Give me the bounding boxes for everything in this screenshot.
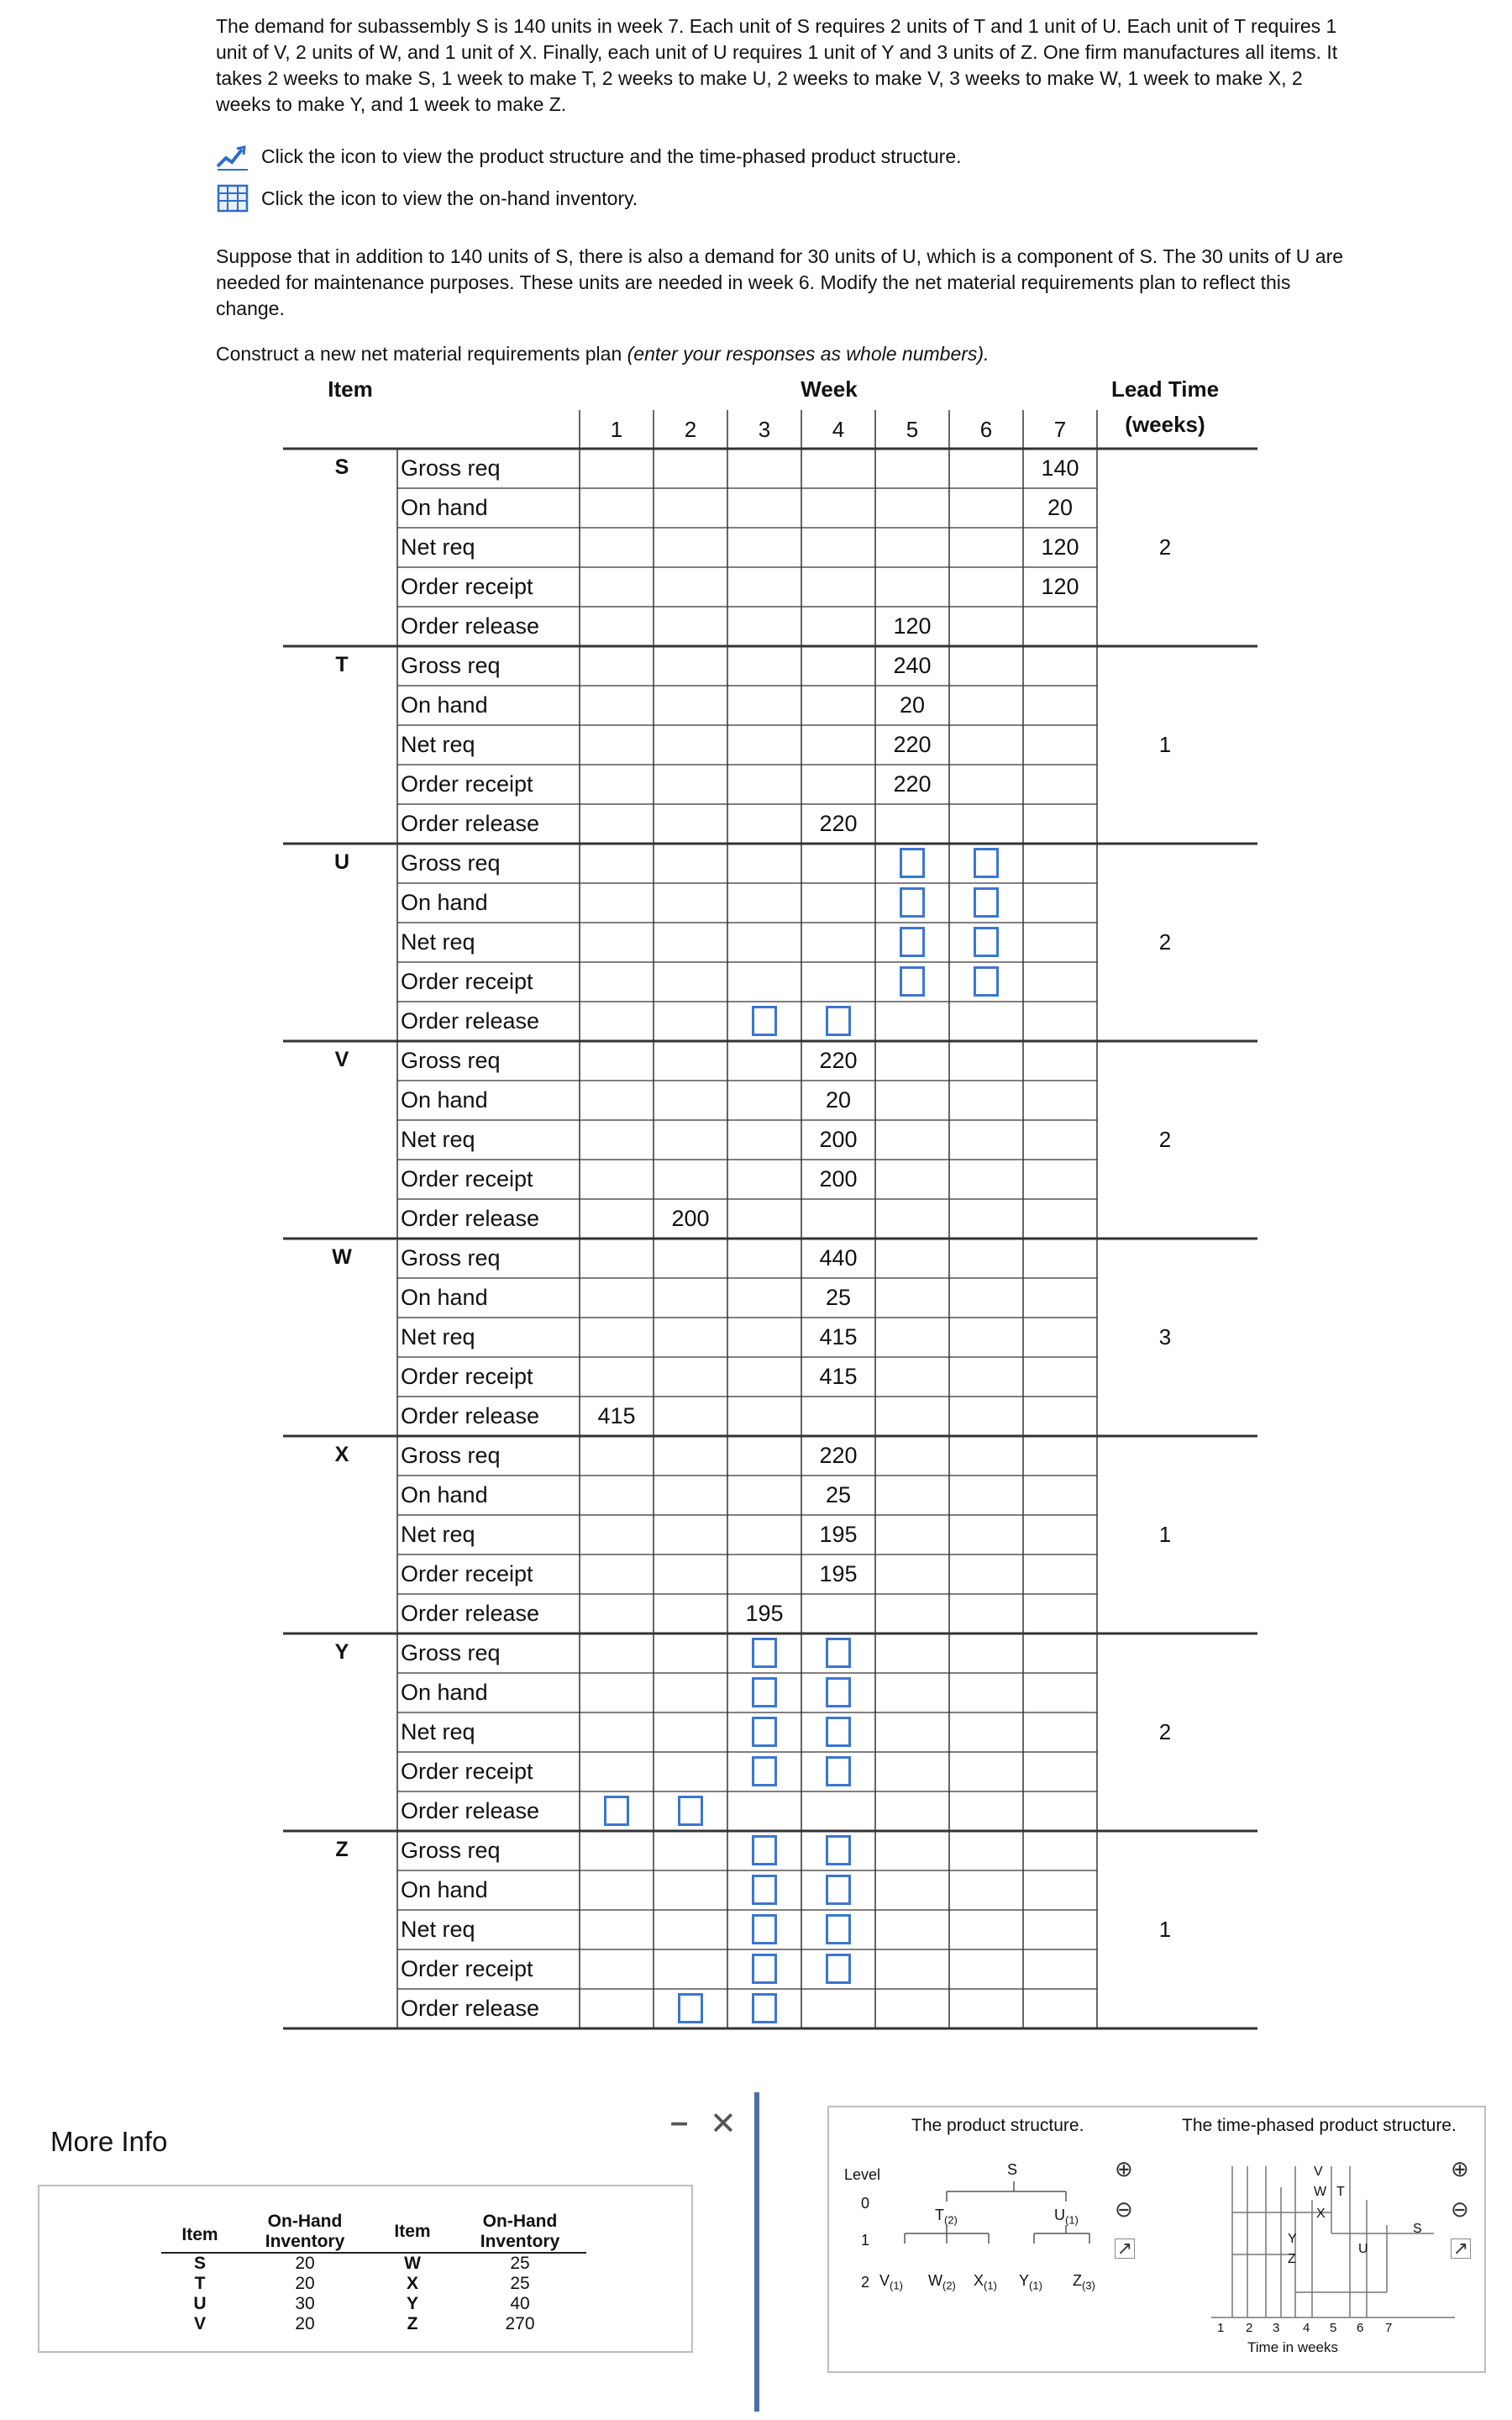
input-z-release-week-3[interactable] xyxy=(752,1993,777,2023)
inv-onhand-r1: On-Hand xyxy=(482,2212,558,2231)
row-onhand-label: On hand xyxy=(401,1482,488,1507)
row-receipt-label: Order receipt xyxy=(401,1166,533,1192)
level-0: 0 xyxy=(861,2195,870,2212)
inv-onhand-l1: On-Hand xyxy=(267,2212,343,2231)
week-4-header: 4 xyxy=(832,417,845,442)
input-u-net-week-6[interactable] xyxy=(974,927,999,957)
row-gross-label: Gross req xyxy=(401,1640,501,1665)
zoom-out-icon-right[interactable]: ⊖ xyxy=(1451,2196,1469,2222)
tp-node-w: W xyxy=(1314,2185,1327,2199)
tp-node-t: T xyxy=(1336,2185,1345,2199)
modification-text: Suppose that in addition to 140 units of S, there is also a demand for 30 units of U, which is a component of S. The 30 units of U are needed for maintenance purposes. These units are needed in week 6. Modify the net material requirements plan to reflect this change. xyxy=(216,245,1344,319)
close-icon[interactable]: ✕ xyxy=(710,2107,737,2142)
row-receipt-label: Order receipt xyxy=(401,1364,533,1389)
inv-val-right: 25 xyxy=(510,2254,530,2273)
item-x-lead-time: 1 xyxy=(1158,1522,1172,1547)
row-onhand-label: On hand xyxy=(401,495,488,520)
leaf-qty: (1) xyxy=(890,2279,903,2292)
inv-val-left: 20 xyxy=(295,2274,315,2293)
inventory-row xyxy=(161,2314,586,2334)
item-w-label: W xyxy=(332,1245,352,1269)
week-5-header: 5 xyxy=(906,417,919,442)
row-gross-label: Gross req xyxy=(401,1048,501,1073)
row-receipt-label: Order receipt xyxy=(401,771,533,797)
item-w-lead-time: 3 xyxy=(1158,1324,1172,1349)
cell-x-release-week-3: 195 xyxy=(745,1601,784,1626)
inv-val-left: 20 xyxy=(295,2314,315,2333)
level-label: Level xyxy=(844,2166,881,2183)
row-release-label: Order release xyxy=(401,1798,540,1823)
level-1: 1 xyxy=(861,2232,870,2249)
product-structure-link-text[interactable]: Click the icon to view the product structure and the time-phased product structure. xyxy=(261,145,962,167)
input-y-onhand-week-3[interactable] xyxy=(752,1677,777,1707)
zoom-in-icon-right[interactable]: ⊕ xyxy=(1451,2156,1469,2181)
tp-tick-4: 4 xyxy=(1303,2321,1310,2335)
leaf-qty: (1) xyxy=(1029,2279,1042,2292)
week-7-header: 7 xyxy=(1053,417,1067,442)
item-t-label: T xyxy=(335,653,349,676)
input-z-onhand-week-3[interactable] xyxy=(752,1875,777,1905)
instruction-italic: (enter your responses as whole numbers). xyxy=(627,343,990,365)
row-release-label: Order release xyxy=(401,1008,540,1034)
mrp-table xyxy=(283,376,1257,2082)
inv-val-right: 40 xyxy=(510,2294,530,2313)
tp-node-v: V xyxy=(1314,2165,1323,2179)
input-z-release-week-2[interactable] xyxy=(678,1993,703,2023)
cell-t-net-week-5: 220 xyxy=(893,732,932,757)
row-receipt-label: Order receipt xyxy=(401,574,533,599)
input-u-onhand-week-5[interactable] xyxy=(900,887,925,918)
leaf-x xyxy=(974,2272,997,2292)
row-release-label: Order release xyxy=(401,613,540,639)
inventory-link[interactable] xyxy=(216,183,638,213)
structure-panel xyxy=(827,2106,1486,2373)
input-u-receipt-week-5[interactable] xyxy=(900,966,925,997)
row-onhand-label: On hand xyxy=(401,890,488,915)
tp-tick-6: 6 xyxy=(1357,2321,1364,2335)
leaf-name: X xyxy=(974,2272,984,2289)
cell-w-net-week-4: 415 xyxy=(819,1324,858,1349)
inventory-row xyxy=(161,2294,586,2314)
item-s-lead-time: 2 xyxy=(1158,534,1172,560)
cell-w-release-week-1: 415 xyxy=(597,1403,636,1428)
row-receipt-label: Order receipt xyxy=(401,1561,533,1586)
row-release-label: Order release xyxy=(401,1206,540,1231)
input-y-gross-week-4[interactable] xyxy=(826,1638,851,1668)
item-y-lead-time: 2 xyxy=(1158,1719,1172,1744)
panel-divider[interactable] xyxy=(754,2092,759,2412)
problem-text: The demand for subassembly S is 140 units in week 7. Each unit of S requires 2 units of T and 1 unit of U. Each unit of T requires 1 unit of V, 2 units of W, and 1 unit of X. Finally, each unit of U requires 1 unit of Y and 3 units of Z. One firm manufactures all items. It takes 2 weeks to make S, 1 week to make T, 2 weeks to make U, 2 weeks to make V, 3 weeks to make W, 1 week to make X, 2 weeks to make Y, and 1 week to make Z. xyxy=(216,15,1338,115)
input-z-net-week-4[interactable] xyxy=(826,1914,851,1944)
instruction-plain: Construct a new net material requirements plan xyxy=(216,343,627,365)
tp-tick-3: 3 xyxy=(1273,2321,1280,2335)
row-onhand-label: On hand xyxy=(401,1680,488,1705)
node-u-qty: (1) xyxy=(1065,2213,1079,2227)
item-z-label: Z xyxy=(335,1838,349,1861)
cell-v-net-week-4: 200 xyxy=(819,1127,858,1152)
node-s: S xyxy=(1007,2161,1018,2178)
chart-icon[interactable] xyxy=(216,141,249,171)
inv-item-left: T xyxy=(194,2274,206,2293)
open-external-icon-right[interactable]: ↗ xyxy=(1451,2238,1471,2259)
inv-item-right: W xyxy=(404,2254,421,2273)
instruction-text xyxy=(216,341,1358,367)
cell-x-onhand-week-4: 25 xyxy=(825,1482,852,1507)
cell-t-onhand-week-5: 20 xyxy=(899,692,926,718)
row-release-label: Order release xyxy=(401,1996,540,2021)
item-u-lead-time: 2 xyxy=(1158,929,1172,955)
row-gross-label: Gross req xyxy=(401,455,501,481)
tp-tick-2: 2 xyxy=(1246,2321,1253,2335)
input-y-receipt-week-4[interactable] xyxy=(826,1756,851,1786)
row-gross-label: Gross req xyxy=(401,1245,501,1270)
cell-t-receipt-week-5: 220 xyxy=(893,771,932,797)
row-onhand-label: On hand xyxy=(401,1087,488,1113)
leaf-w xyxy=(928,2272,956,2292)
input-y-release-week-2[interactable] xyxy=(678,1796,703,1826)
input-y-net-week-4[interactable] xyxy=(826,1717,851,1747)
inventory-row xyxy=(161,2253,586,2274)
input-u-receipt-week-6[interactable] xyxy=(974,966,999,997)
leaf-v xyxy=(879,2272,903,2292)
leaf-y xyxy=(1019,2272,1042,2292)
item-header: Item xyxy=(328,376,373,402)
row-receipt-label: Order receipt xyxy=(401,969,533,994)
leaf-name: W xyxy=(928,2272,942,2289)
item-u-label: U xyxy=(333,850,350,874)
cell-s-receipt-week-7: 120 xyxy=(1041,574,1079,599)
cell-s-onhand-week-7: 20 xyxy=(1047,495,1074,520)
row-onhand-label: On hand xyxy=(401,1877,488,1902)
item-x-label: X xyxy=(334,1443,349,1466)
inventory-table xyxy=(161,2212,586,2334)
input-y-receipt-week-3[interactable] xyxy=(752,1756,777,1786)
inv-val-left: 30 xyxy=(295,2294,315,2313)
cell-x-receipt-week-4: 195 xyxy=(819,1561,858,1586)
level-2: 2 xyxy=(861,2274,870,2291)
cell-x-net-week-4: 195 xyxy=(819,1522,858,1547)
inventory-link-text[interactable]: Click the icon to view the on-hand inventory. xyxy=(261,187,638,209)
input-u-net-week-5[interactable] xyxy=(900,927,925,957)
inv-col-onhand-right xyxy=(454,2212,586,2253)
row-net-label: Net req xyxy=(401,1127,475,1152)
inv-col-item-right: Item xyxy=(371,2212,454,2253)
tp-tick-7: 7 xyxy=(1385,2321,1393,2335)
item-v-lead-time: 2 xyxy=(1158,1127,1172,1152)
minimize-icon[interactable]: – xyxy=(670,2105,689,2140)
lead-time-header-units: (weeks) xyxy=(1125,412,1205,437)
input-z-receipt-week-4[interactable] xyxy=(826,1954,851,1984)
row-receipt-label: Order receipt xyxy=(401,1759,533,1784)
inv-item-right: Y xyxy=(406,2294,418,2313)
row-receipt-label: Order receipt xyxy=(401,1956,533,1981)
inv-val-left: 20 xyxy=(295,2254,315,2273)
input-u-gross-week-6[interactable] xyxy=(974,848,999,878)
time-phased-title: The time-phased product structure. xyxy=(1182,2116,1457,2135)
lead-time-header: Lead Time xyxy=(1110,376,1220,402)
leaf-z xyxy=(1073,2272,1095,2292)
row-release-label: Order release xyxy=(401,811,540,836)
cell-x-gross-week-4: 220 xyxy=(819,1443,858,1468)
input-y-net-week-3[interactable] xyxy=(752,1717,777,1747)
row-net-label: Net req xyxy=(401,1917,475,1942)
inv-onhand-r2: Inventory xyxy=(480,2232,560,2251)
tp-node-y: Y xyxy=(1288,2232,1297,2246)
item-s-label: S xyxy=(334,455,349,479)
row-release-label: Order release xyxy=(401,1403,540,1428)
week-1-header: 1 xyxy=(610,417,623,442)
cell-w-receipt-week-4: 415 xyxy=(819,1364,858,1389)
inv-col-onhand-left xyxy=(239,2212,371,2253)
row-gross-label: Gross req xyxy=(401,653,501,678)
week-2-header: 2 xyxy=(684,417,697,442)
inv-item-left: V xyxy=(193,2314,206,2333)
cell-v-gross-week-4: 220 xyxy=(819,1048,858,1073)
cell-t-gross-week-5: 240 xyxy=(893,653,932,678)
cell-s-gross-week-7: 140 xyxy=(1041,455,1079,481)
node-t xyxy=(935,2207,958,2227)
table-icon[interactable] xyxy=(216,183,249,213)
week-3-header: 3 xyxy=(758,417,771,442)
item-z-lead-time: 1 xyxy=(1158,1917,1172,1942)
inv-val-right: 270 xyxy=(505,2314,535,2333)
input-u-release-week-3[interactable] xyxy=(752,1006,777,1036)
node-u xyxy=(1054,2207,1079,2227)
row-gross-label: Gross req xyxy=(401,1443,501,1468)
more-info-title: More Info xyxy=(50,2126,168,2157)
item-t-lead-time: 1 xyxy=(1158,732,1172,757)
input-z-gross-week-3[interactable] xyxy=(752,1835,777,1865)
input-z-net-week-3[interactable] xyxy=(752,1914,777,1944)
tp-node-x: X xyxy=(1316,2207,1326,2221)
tp-node-z: Z xyxy=(1288,2252,1296,2266)
week-header: Week xyxy=(801,376,858,402)
row-net-label: Net req xyxy=(401,1324,475,1349)
item-v-label: V xyxy=(334,1048,349,1071)
row-net-label: Net req xyxy=(401,1719,475,1744)
cell-w-gross-week-4: 440 xyxy=(819,1245,858,1270)
row-net-label: Net req xyxy=(401,1522,475,1547)
node-t-name: T xyxy=(935,2207,944,2223)
tp-tick-1: 1 xyxy=(1217,2321,1225,2335)
cell-s-release-week-5: 120 xyxy=(893,613,932,639)
tp-tick-5: 5 xyxy=(1330,2321,1337,2335)
inventory-row xyxy=(161,2274,586,2294)
input-u-onhand-week-6[interactable] xyxy=(974,887,999,918)
inv-item-left: U xyxy=(193,2294,207,2313)
input-u-gross-week-5[interactable] xyxy=(900,848,925,878)
leaf-name: Y xyxy=(1019,2272,1030,2289)
week-6-header: 6 xyxy=(979,417,993,442)
product-structure-title: The product structure. xyxy=(911,2116,1084,2135)
time-axis-label: Time in weeks xyxy=(1247,2339,1339,2355)
leaf-name: V xyxy=(879,2272,890,2289)
input-y-onhand-week-4[interactable] xyxy=(826,1677,851,1707)
node-u-name: U xyxy=(1054,2207,1065,2223)
row-gross-label: Gross req xyxy=(401,850,501,876)
inventory-panel xyxy=(38,2185,693,2353)
cell-v-release-week-2: 200 xyxy=(671,1206,710,1231)
input-y-gross-week-3[interactable] xyxy=(752,1638,777,1668)
leaf-qty: (1) xyxy=(984,2279,997,2292)
node-t-qty: (2) xyxy=(944,2213,958,2227)
inv-val-right: 25 xyxy=(510,2274,530,2293)
tp-node-s: S xyxy=(1413,2222,1422,2236)
row-net-label: Net req xyxy=(401,534,475,560)
leaf-name: Z xyxy=(1073,2272,1082,2289)
input-z-receipt-week-3[interactable] xyxy=(752,1954,777,1984)
input-y-release-week-1[interactable] xyxy=(604,1796,629,1826)
open-external-icon[interactable]: ↗ xyxy=(1115,2238,1135,2259)
product-structure-link[interactable] xyxy=(216,141,962,171)
inv-item-right: X xyxy=(406,2274,418,2293)
item-y-label: Y xyxy=(334,1640,349,1664)
tp-node-u: U xyxy=(1358,2242,1368,2256)
input-z-onhand-week-4[interactable] xyxy=(826,1875,851,1905)
leaf-qty: (3) xyxy=(1082,2279,1095,2292)
input-z-gross-week-4[interactable] xyxy=(826,1835,851,1865)
inv-col-item-left: Item xyxy=(161,2212,239,2253)
zoom-out-icon[interactable]: ⊖ xyxy=(1115,2196,1133,2222)
inv-onhand-l2: Inventory xyxy=(265,2232,345,2251)
row-onhand-label: On hand xyxy=(401,692,488,718)
cell-v-receipt-week-4: 200 xyxy=(819,1166,858,1192)
row-net-label: Net req xyxy=(401,732,475,757)
row-release-label: Order release xyxy=(401,1601,540,1626)
inv-item-left: S xyxy=(193,2254,206,2273)
cell-s-net-week-7: 120 xyxy=(1041,534,1079,560)
cell-t-release-week-4: 220 xyxy=(819,811,858,836)
inv-item-right: Z xyxy=(407,2314,418,2333)
input-u-release-week-4[interactable] xyxy=(826,1006,851,1036)
row-gross-label: Gross req xyxy=(401,1838,501,1863)
row-onhand-label: On hand xyxy=(401,1285,488,1310)
leaf-qty: (2) xyxy=(942,2279,956,2292)
row-net-label: Net req xyxy=(401,929,475,955)
zoom-in-icon[interactable]: ⊕ xyxy=(1115,2156,1133,2181)
cell-v-onhand-week-4: 20 xyxy=(825,1087,852,1113)
cell-w-onhand-week-4: 25 xyxy=(825,1285,852,1310)
